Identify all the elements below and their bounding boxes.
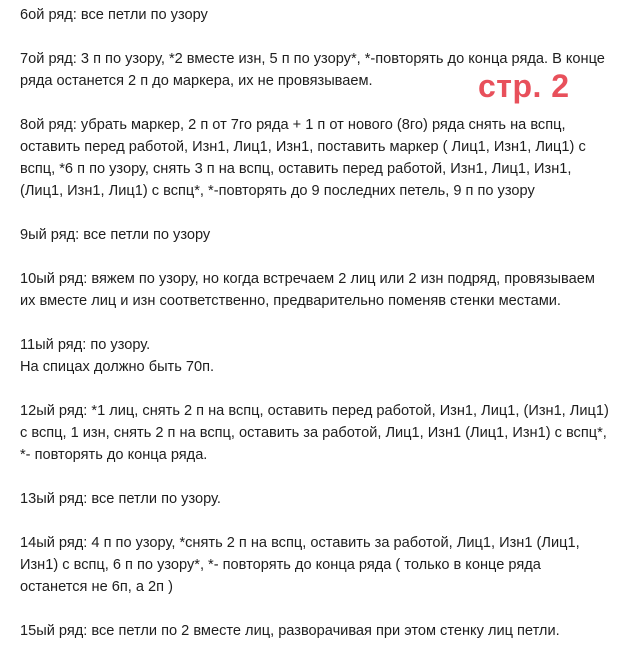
text-line: 12ый ряд: *1 лиц, снять 2 п на вспц, оставить перед работой, Изн1, Лиц1, (Изн1, Лиц1): [20, 403, 609, 419]
text-line: их вместе лиц и изн соответственно, предварительно поменяв стенки местами.: [20, 293, 561, 309]
text-line: 13ый ряд: все петли по узору.: [20, 491, 221, 507]
text-line: 9ый ряд: все петли по узору: [20, 227, 211, 243]
page-number-label: стр. 2: [478, 68, 570, 104]
text-line: 7ой ряд: 3 п по узору, *2 вместе изн, 5 п по узору*, *-повторять до конца ряда. В конце: [20, 51, 605, 67]
text-line: с вспц, 1 изн, снять 2 п на вспц, оставить за работой, Лиц1, Изн1 (Лиц1, Изн1) с вспц*,: [20, 425, 607, 441]
row-12: [20, 400, 632, 466]
text-line: останется не 6п, а 2п ): [20, 579, 173, 595]
row-6: [20, 4, 632, 26]
row-14: [20, 532, 632, 598]
text-line: оставить перед работой, Изн1, Лиц1, Изн1, поставить маркер ( Лиц1, Изн1, Лиц1) с: [20, 139, 586, 155]
text-line: 10ый ряд: вяжем по узору, но когда встречаем 2 лиц или 2 изн подряд, провязываем: [20, 271, 595, 287]
text-line: На спицах должно быть 70п.: [20, 359, 215, 375]
text-line: *- повторять до конца ряда.: [20, 447, 208, 463]
text-line: (Лиц1, Изн1, Лиц1) с вспц*, *-повторять до 9 последних петель, 9 п по узору: [20, 183, 535, 199]
text-line: 8ой ряд: убрать маркер, 2 п от 7го ряда + 1 п от нового (8го) ряда снять на вспц,: [20, 117, 566, 133]
text-line: вспц, *6 п по узору, снять 3 п на вспц, оставить перед работой, Изн1, Лиц1, Изн1,: [20, 161, 572, 177]
text-line: 15ый ряд: все петли по 2 вместе лиц, разворачивая при этом стенку лиц петли.: [20, 623, 560, 639]
row-15: [20, 620, 632, 642]
row-11: [20, 334, 632, 378]
text-line: 6ой ряд: все петли по узору: [20, 7, 208, 23]
row-10: [20, 268, 632, 312]
text-line: 14ый ряд: 4 п по узору, *снять 2 п на вспц, оставить за работой, Лиц1, Изн1 (Лиц1,: [20, 535, 580, 551]
text-line: 11ый ряд: по узору.: [20, 337, 151, 353]
text-line: Изн1) с вспц, 6 п по узору*, *- повторять до конца ряда ( только в конце ряда: [20, 557, 541, 573]
row-8: [20, 114, 632, 202]
row-13: [20, 488, 632, 510]
row-9: [20, 224, 632, 246]
text-line: ряда останется 2 п до маркера, их не провязываем.: [20, 73, 373, 89]
